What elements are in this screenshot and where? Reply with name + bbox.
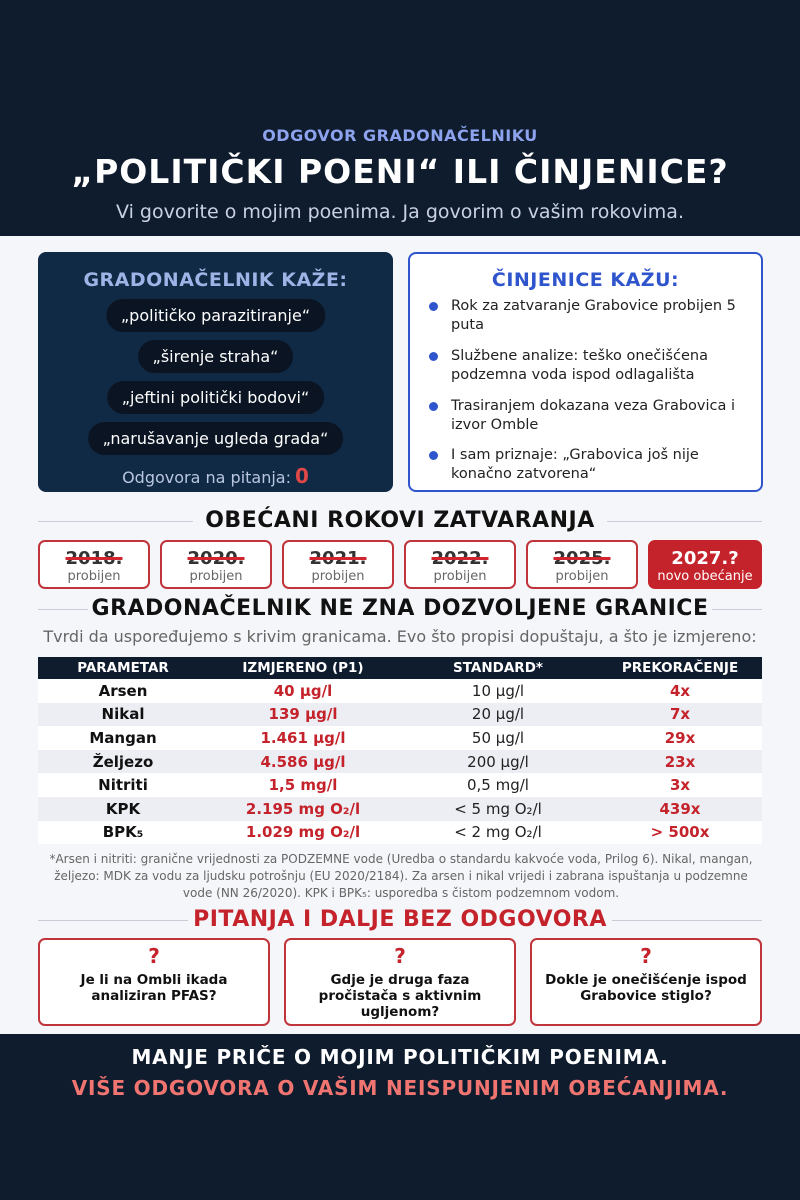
deadline-card	[160, 540, 272, 589]
divider	[612, 920, 762, 921]
divider	[38, 609, 88, 610]
measured-cell: 40 µg/l	[208, 679, 398, 703]
parameter-cell: Nikal	[38, 703, 208, 727]
deadlines-title: OBEĆANI ROKOVI ZATVARANJA	[205, 508, 595, 533]
mayor-says-title: GRADONAČELNIK KAŽE:	[83, 269, 348, 291]
column-header: IZMJERENO (P1)	[208, 657, 398, 679]
column-header: PARAMETAR	[38, 657, 208, 679]
question-text: Gdje je druga faza pročistača s aktivnim ugljenom?	[318, 972, 482, 1020]
exceedance-cell: 4x	[598, 679, 762, 703]
deadline-status: novo obećanje	[657, 569, 753, 584]
quote-pill: „jeftini politički bodovi“	[107, 381, 325, 414]
exceedance-cell: 3x	[598, 773, 762, 797]
facts-say-title: ČINJENICE KAŽU:	[491, 269, 680, 291]
fact-text: I sam priznaje: „Grabovica još nije konačno zatvorena“	[451, 447, 699, 482]
deadline-card	[404, 540, 516, 589]
mayor-says-panel	[38, 252, 393, 492]
deadline-card-current	[648, 540, 762, 589]
parameter-cell: Nitriti	[38, 773, 208, 797]
footer-line-secondary: VIŠE ODGOVORA O VAŠIM NEISPUNJENIM OBEĆANJIMA.	[71, 1076, 729, 1100]
deadline-status: probijen	[189, 569, 243, 584]
fact-item	[427, 397, 747, 435]
bullet-dot-icon	[429, 352, 438, 361]
questions-heading	[38, 907, 762, 932]
question-card	[38, 938, 270, 1026]
question-mark-icon: ?	[394, 944, 406, 968]
standard-cell: < 5 mg O₂/l	[398, 797, 598, 821]
fact-text: Trasiranjem dokazana veza Grabovica i izvor Omble	[451, 398, 736, 433]
table-row	[38, 773, 762, 797]
fact-item	[427, 446, 747, 484]
question-mark-icon: ?	[640, 944, 652, 968]
question-text: Dokle je onečišćenje ispod Grabovice stiglo?	[545, 972, 747, 1004]
parameter-cell: KPK	[38, 797, 208, 821]
measured-cell: 139 µg/l	[208, 703, 398, 727]
kicker: ODGOVOR GRADONAČELNIKU	[262, 126, 538, 145]
standard-cell: < 2 mg O₂/l	[398, 821, 598, 845]
column-header: PREKORAČENJE	[598, 657, 762, 679]
deadline-year: 2025.	[553, 548, 611, 569]
deadlines-heading	[38, 508, 762, 533]
quote-pill: „političko parazitiranje“	[106, 299, 325, 332]
limits-table	[38, 657, 762, 844]
divider	[712, 609, 762, 610]
bullet-dot-icon	[429, 402, 438, 411]
answers-label: Odgovora na pitanja:	[122, 468, 291, 487]
answers-counter	[38, 464, 393, 488]
question-card	[530, 938, 762, 1026]
deadline-card	[38, 540, 150, 589]
table-row	[38, 703, 762, 727]
table-row	[38, 797, 762, 821]
answers-count: 0	[295, 464, 309, 488]
column-header: STANDARD*	[398, 657, 598, 679]
limits-intro: Tvrdi da uspoređujemo s krivim granicama. Evo što propisi dopuštaju, a što je izmjereno:	[43, 627, 757, 646]
measured-cell: 1,5 mg/l	[208, 773, 398, 797]
deadline-card	[282, 540, 394, 589]
measured-cell: 1.461 µg/l	[208, 726, 398, 750]
header-banner	[0, 0, 800, 236]
deadline-year: 2018.	[65, 548, 123, 569]
question-card	[284, 938, 516, 1026]
divider	[38, 920, 188, 921]
fact-item	[427, 347, 747, 385]
questions-title: PITANJA I DALJE BEZ ODGOVORA	[193, 907, 607, 932]
deadline-status: probijen	[67, 569, 121, 584]
limits-footnote: *Arsen i nitriti: granične vrijednosti za PODZEMNE vode (Uredba o standardu kakvoće voda, Prilog 6). Nikal, mangan, željezo: MDK za vodu za ljudsku potrošnju (EU 2020/2184). Za arsen i nikal vrijedi i zabrana ispuštanja u podzemne vode (NN 26/2020). KPK i BPK₅: usporedba s čistom podzemnom vodom.	[49, 852, 753, 900]
measured-cell: 4.586 µg/l	[208, 750, 398, 774]
question-text: Je li na Ombli ikada analiziran PFAS?	[80, 972, 228, 1004]
page-title: „POLITIČKI POENI“ ILI ČINJENICE?	[71, 152, 729, 191]
deadline-card	[526, 540, 638, 589]
standard-cell: 50 µg/l	[398, 726, 598, 750]
divider	[38, 521, 193, 522]
limits-heading	[38, 596, 762, 621]
table-row	[38, 679, 762, 703]
bullet-dot-icon	[429, 451, 438, 460]
deadline-status: probijen	[311, 569, 365, 584]
deadline-year: 2021.	[309, 548, 367, 569]
fact-text: Rok za zatvaranje Grabovice probijen 5 puta	[451, 298, 736, 333]
fact-text: Službene analize: teško onečišćena podzemna voda ispod odlagališta	[451, 348, 708, 383]
deadline-year: 2022.	[431, 548, 489, 569]
fact-item	[427, 297, 747, 335]
exceedance-cell: 7x	[598, 703, 762, 727]
facts-say-panel	[408, 252, 763, 492]
table-row	[38, 821, 762, 845]
deadline-year: 2027.?	[671, 548, 739, 569]
measured-cell: 2.195 mg O₂/l	[208, 797, 398, 821]
deadline-status: probijen	[433, 569, 487, 584]
parameter-cell: Mangan	[38, 726, 208, 750]
standard-cell: 20 µg/l	[398, 703, 598, 727]
exceedance-cell: > 500x	[598, 821, 762, 845]
measured-cell: 1.029 mg O₂/l	[208, 821, 398, 845]
table-header-row	[38, 657, 762, 679]
footer-line-primary: MANJE PRIČE O MOJIM POLITIČKIM POENIMA.	[131, 1045, 669, 1069]
exceedance-cell: 23x	[598, 750, 762, 774]
quote-pill: „narušavanje ugleda grada“	[88, 422, 344, 455]
table-row	[38, 726, 762, 750]
divider	[607, 521, 762, 522]
parameter-cell: Željezo	[38, 750, 208, 774]
exceedance-cell: 29x	[598, 726, 762, 750]
quote-pill: „širenje straha“	[138, 340, 294, 373]
parameter-cell: Arsen	[38, 679, 208, 703]
table-row	[38, 750, 762, 774]
standard-cell: 0,5 mg/l	[398, 773, 598, 797]
question-mark-icon: ?	[148, 944, 160, 968]
page-subtitle: Vi govorite o mojim poenima. Ja govorim o vašim rokovima.	[116, 201, 684, 223]
standard-cell: 200 µg/l	[398, 750, 598, 774]
deadline-year: 2020.	[187, 548, 245, 569]
limits-title: GRADONAČELNIK NE ZNA DOZVOLJENE GRANICE	[91, 596, 709, 621]
bullet-dot-icon	[429, 302, 438, 311]
standard-cell: 10 µg/l	[398, 679, 598, 703]
exceedance-cell: 439x	[598, 797, 762, 821]
parameter-cell: BPK₅	[38, 821, 208, 845]
deadline-status: probijen	[555, 569, 609, 584]
footer-banner	[0, 1034, 800, 1200]
